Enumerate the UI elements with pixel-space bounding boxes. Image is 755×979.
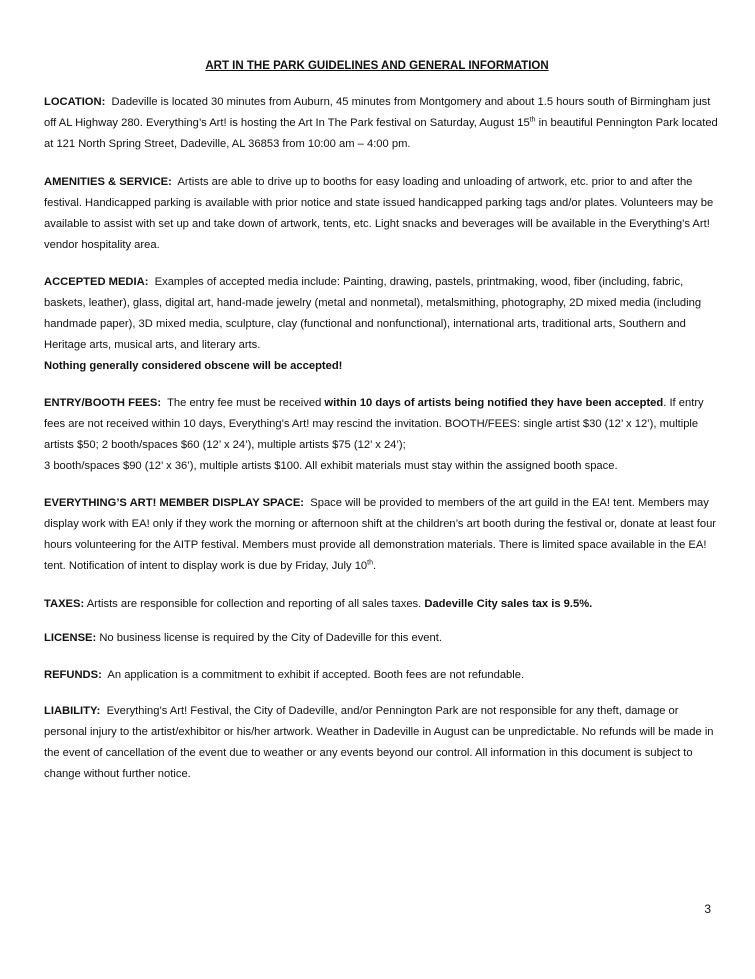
location-text: Dadeville is located 30 minutes from Auburn, 45 minutes from Montgomery and about 1.5 hours south of Birmingham just off AL Highway 280. Everything’s Art! is hosting the Art In The Park festival on Saturday, August 15: [44, 96, 711, 129]
liability-label: LIABILITY:: [44, 705, 101, 717]
liability-section: [44, 701, 720, 785]
license-section: [44, 628, 720, 649]
location-text-2: in beautiful Pennington Park located at 121 North Spring Street, Dadeville, AL 36853 from 10:00 am – 4:00 pm.: [44, 117, 718, 150]
member-section: [44, 493, 720, 577]
taxes-bold: Dadeville City sales tax is 9.5%.: [424, 598, 593, 610]
member-label: EVERYTHING’S ART! MEMBER DISPLAY SPACE:: [44, 497, 305, 509]
member-sup: th: [367, 559, 373, 567]
refunds-section: [44, 665, 720, 686]
amenities-section: [44, 172, 720, 256]
fees-text: The entry fee must be received: [167, 397, 325, 409]
refunds-text: An application is a commitment to exhibit if accepted. Booth fees are not refundable.: [107, 669, 525, 681]
media-note: Nothing generally considered obscene will be accepted!: [44, 360, 343, 372]
taxes-section: [44, 594, 720, 615]
page-title: ART IN THE PARK GUIDELINES AND GENERAL INFORMATION: [205, 60, 549, 72]
license-text: No business license is required by the City of Dadeville for this event.: [99, 632, 442, 644]
fees-label: ENTRY/BOOTH FEES:: [44, 397, 162, 409]
fees-text-3: 3 booth/spaces $90 (12’ x 36’), multiple artists $100. All exhibit materials must stay within the assigned booth space.: [44, 460, 618, 472]
amenities-label: AMENITIES & SERVICE:: [44, 176, 172, 188]
fees-bold: within 10 days of artists being notified they have been accepted: [324, 397, 664, 409]
liability-text: Everything’s Art! Festival, the City of Dadeville, and/or Pennington Park are not responsible for any theft, damage or personal injury to the artist/exhibitor or his/her artwork. Weather in Dadeville in August can be unpredictable. No refunds will be made in the event of cancellation of the event due to weather or any events beyond our control. All information in this document is subject to change without further notice.: [44, 705, 714, 780]
refunds-label: REFUNDS:: [44, 669, 102, 681]
location-sup: th: [529, 116, 536, 124]
media-text: Examples of accepted media include: Painting, drawing, pastels, printmaking, wood, fiber (including, fabric, baskets, leather), glass, digital art, hand-made jewelry (metal and nonmetal), metalsmithing, photography, 2D mixed media (including handmade paper), 3D mixed media, sculpture, clay (functional and nonfunctional), international arts, traditional arts, Southern and Heritage arts, musical arts, and literary arts.: [44, 276, 702, 351]
fees-text-2: . If entry fees are not received within 10 days, Everything’s Art! may rescind the invitation. BOOTH/FEES: single artist $30 (12’ x 12’), multiple artists $50; 2 booth/spaces $60 (12’ x 24’), multiple artists $75 (12’ x 24’);: [44, 397, 704, 451]
member-text: Space will be provided to members of the art guild in the EA! tent. Members may display work with EA! only if they work the morning or afternoon shift at the children’s art booth during the festival or, donate at least four hours volunteering for the AITP festival. Members must provide all demonstration materials. There is limited space available in the EA! tent. Notification of intent to display work is due by Friday, July 10: [44, 497, 717, 572]
location-section: [44, 92, 720, 155]
member-text-2: .: [373, 560, 377, 572]
page-number: 3: [704, 902, 711, 916]
media-section: [44, 272, 720, 377]
amenities-text: Artists are able to drive up to booths for easy loading and unloading of artwork, etc. prior to and after the festival. Handicapped parking is available with prior notice and state issued handicapped parking tags and/or plates. Volunteers may be available to assist with set up and take down of artwork, tents, etc. Light snacks and beverages will be available in the Everything’s Art! vendor hospitality area.: [44, 176, 714, 251]
license-label: LICENSE:: [44, 632, 97, 644]
media-label: ACCEPTED MEDIA:: [44, 276, 149, 288]
taxes-text: Artists are responsible for collection and reporting of all sales taxes.: [86, 598, 425, 610]
fees-section: [44, 393, 720, 477]
location-label: LOCATION:: [44, 96, 106, 108]
taxes-label: TAXES:: [44, 598, 85, 610]
